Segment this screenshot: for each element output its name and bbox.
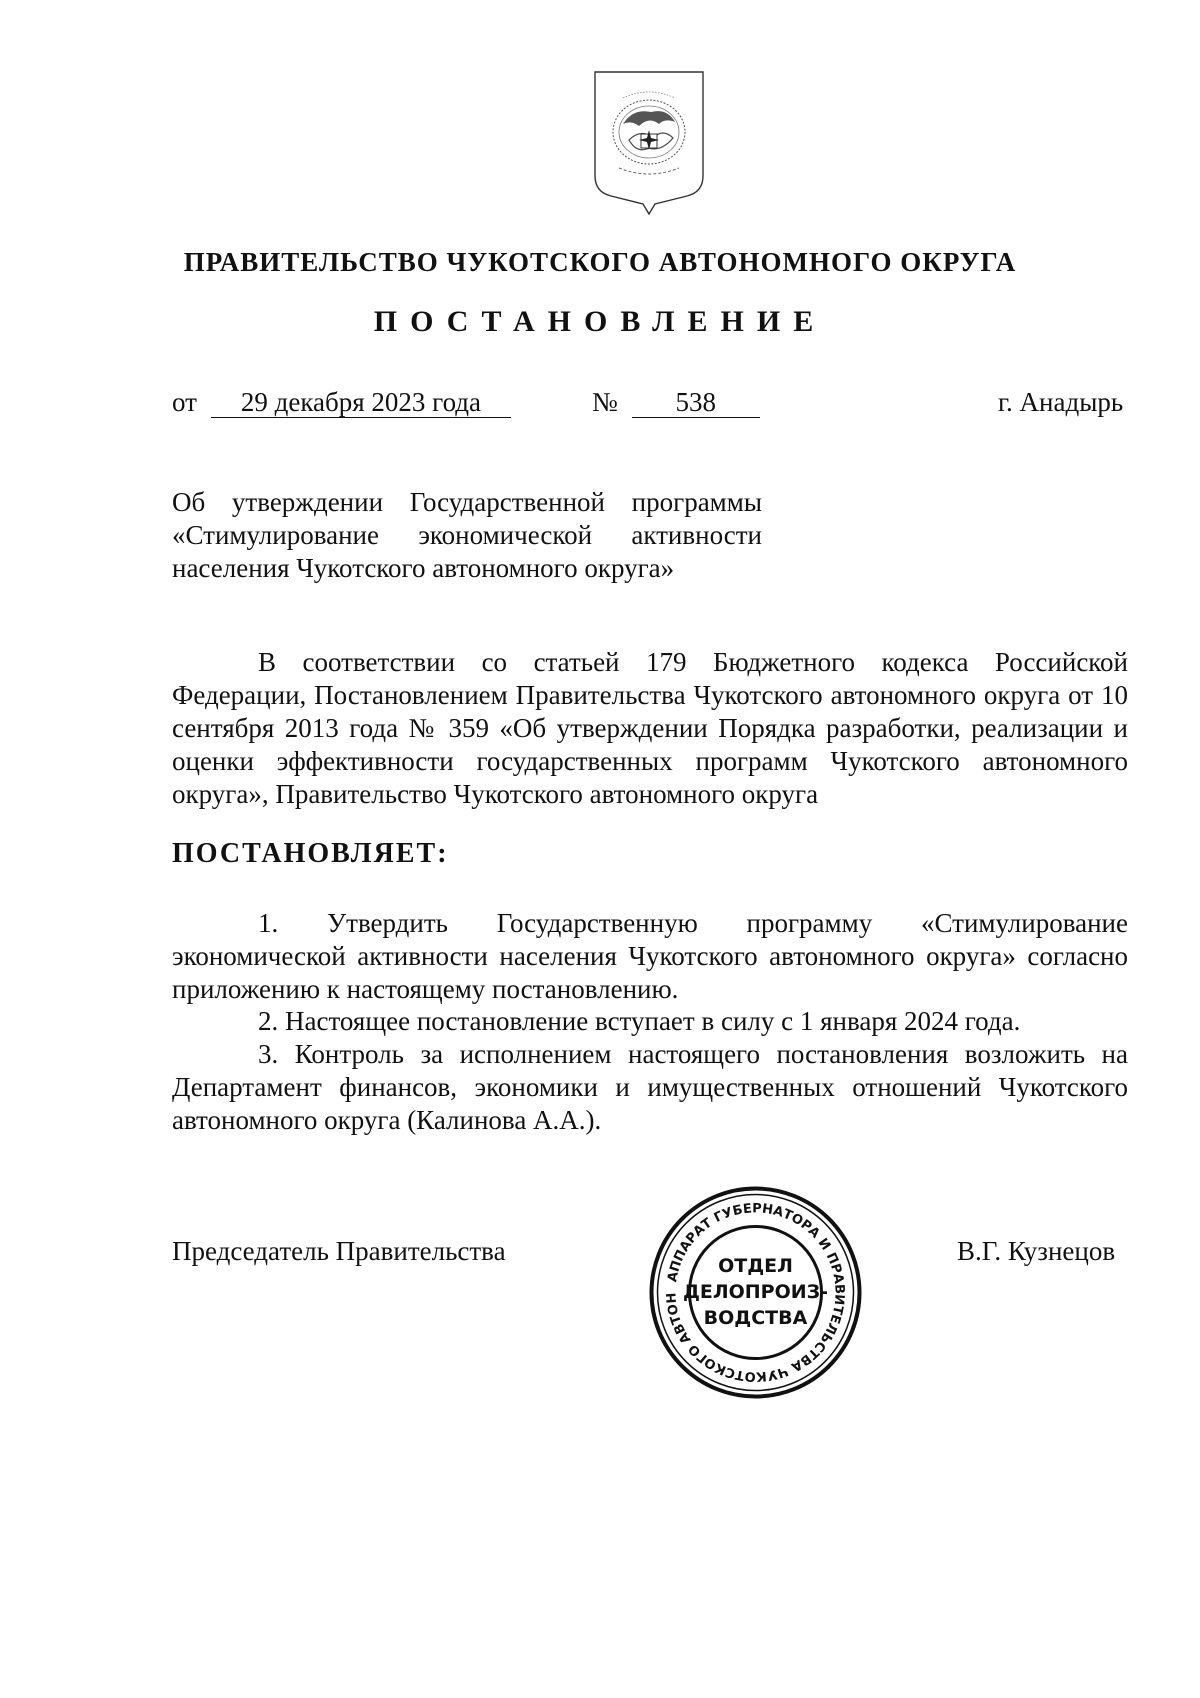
signatory-name: В.Г. Кузнецов bbox=[957, 1236, 1116, 1266]
decree-heading: ПОСТАНОВЛЯЕТ: bbox=[172, 838, 449, 869]
date-prefix: от bbox=[172, 387, 197, 417]
coat-of-arms-emblem bbox=[589, 68, 709, 218]
official-stamp bbox=[643, 1180, 868, 1405]
document-city: г. Анадырь bbox=[998, 387, 1124, 417]
date-line bbox=[172, 385, 511, 419]
stamp-center-line-3: ВОДСТВА bbox=[703, 1307, 808, 1329]
document-type-title: ПОСТАНОВЛЕНИЕ bbox=[373, 305, 827, 338]
number-line bbox=[592, 385, 760, 419]
document-number: 538 bbox=[632, 387, 760, 418]
stamp-ring-text: АППАРАТ ГУБЕРНАТОРА И ПРАВИТЕЛЬСТВА ЧУКОТСКОГО АВТОН bbox=[664, 1201, 847, 1384]
decree-item-2: 2. Настоящее постановление вступает в силу с 1 января 2024 года. bbox=[258, 1006, 1021, 1036]
document-date: 29 декабря 2023 года bbox=[211, 387, 511, 418]
number-prefix: № bbox=[592, 387, 618, 417]
stamp-center-line-1: ОТДЕЛ bbox=[718, 1255, 793, 1277]
organization-title: ПРАВИТЕЛЬСТВО ЧУКОТСКОГО АВТОНОМНОГО ОКРУГА bbox=[183, 247, 1017, 277]
stamp-center-line-2: ДЕЛОПРОИЗ- bbox=[682, 1281, 829, 1303]
legal-basis-paragraph: В соответствии со статьей 179 Бюджетного кодекса Российской Федерации, Постановлением Правительства Чукотского автономного округа от 10 сентября 2013 года № 359 «Об утверждении Порядка разработки, реализации и оценки эффективности государственных программ Чукотского автономного округа», Правительство Чукотского автономного округа bbox=[172, 647, 1128, 809]
decree-item-3: 3. Контроль за исполнением настоящего постановления возложить на Департамент финансов, экономики и имущественных отношений Чукотского автономного округа (Калинова А.А.). bbox=[172, 1039, 1128, 1135]
signatory-position: Председатель Правительства bbox=[172, 1236, 506, 1266]
document-subject: Об утверждении Государственной программы «Стимулирование экономической активности населения Чукотского автономного округа» bbox=[172, 487, 762, 583]
emblem-icon bbox=[589, 68, 709, 218]
stamp-seal-icon bbox=[643, 1180, 868, 1405]
decree-item-1: 1. Утвердить Государственную программу «Стимулирование экономической активности населения Чукотского автономного округа» согласно приложению к настоящему постановлению. bbox=[172, 908, 1128, 1004]
